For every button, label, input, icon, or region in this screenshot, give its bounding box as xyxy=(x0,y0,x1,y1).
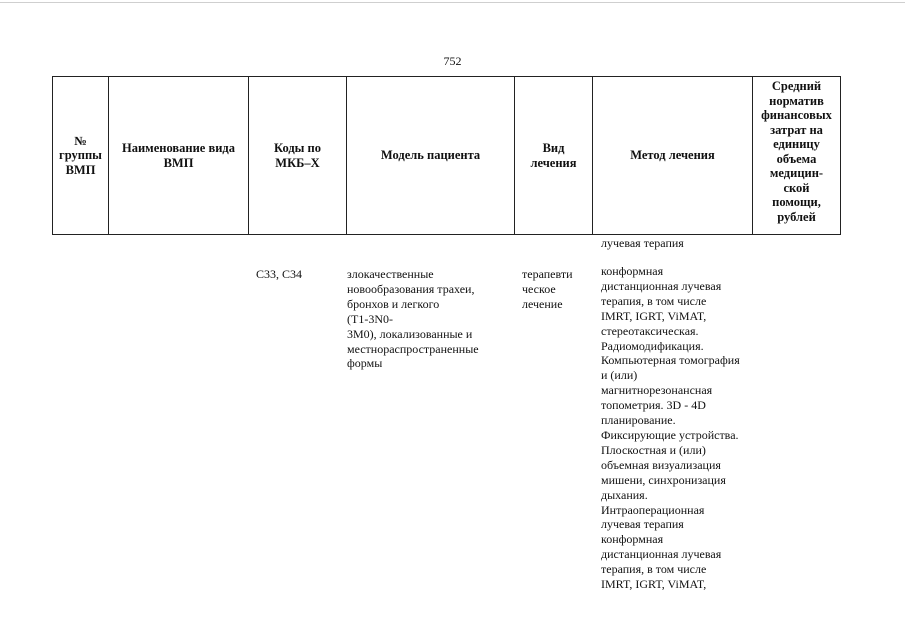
text-line: Модель пациента xyxy=(380,148,481,163)
text-line: стереотаксическая. xyxy=(601,323,699,338)
treatment-type-cell xyxy=(522,267,584,312)
text-line: конформная xyxy=(601,532,664,547)
text-line: помощи, xyxy=(772,195,821,209)
text-line: ВМП xyxy=(65,162,96,177)
text-line: магнитнорезонансная xyxy=(601,383,713,398)
text-line: медицин- xyxy=(769,166,824,180)
text-line: местнораспространенные xyxy=(347,341,479,356)
text-line: 3M0), локализованные и xyxy=(347,326,473,341)
text-line: Наименование вида xyxy=(122,141,235,155)
text-line: Фиксирующие устройства. xyxy=(601,427,739,442)
text-line: единицу xyxy=(773,137,820,151)
header-average-cost xyxy=(753,77,841,235)
method-carryover: лучевая терапия xyxy=(601,236,684,250)
text-line: дыхания. xyxy=(601,487,648,502)
text-line: злокачественные xyxy=(347,267,434,281)
text-line: (T1-3N0- xyxy=(347,311,393,326)
text-line: планирование. xyxy=(601,413,676,428)
text-line: лучевая терапия xyxy=(601,517,684,532)
text-line: ческое xyxy=(522,281,556,296)
text-line: объема xyxy=(776,151,817,166)
header-patient-model xyxy=(347,77,515,235)
text-line: терапевти xyxy=(522,267,573,281)
text-line: Радиомодификация. xyxy=(601,338,704,353)
header-group-number-text xyxy=(55,134,106,178)
header-treatment-method xyxy=(593,77,753,235)
header-icd-codes xyxy=(249,77,347,235)
text-line: Средний xyxy=(771,79,822,93)
text-line: IMRT, IGRT, ViMAT, xyxy=(601,577,707,592)
text-line: № xyxy=(74,133,87,148)
header-patient-model-text xyxy=(349,148,512,163)
header-treatment-method-text xyxy=(595,148,750,163)
text-line: ВМП xyxy=(163,155,194,170)
text-line: финансовых xyxy=(761,108,832,122)
header-vmp-name xyxy=(109,77,249,235)
text-line: группы xyxy=(59,148,102,163)
text-line: Коды по xyxy=(274,141,321,155)
text-line: затрат на xyxy=(770,122,823,137)
text-line: дистанционная лучевая xyxy=(601,278,722,293)
icd-codes-cell: C33, C34 xyxy=(256,267,303,281)
text-line: терапия, в том числе xyxy=(601,293,707,308)
text-line: ской xyxy=(783,180,810,195)
text-line: бронхов и легкого xyxy=(347,296,440,311)
scan-edge-line xyxy=(0,2,905,3)
header-average-cost-text xyxy=(755,79,838,224)
text-line: Компьютерная томография xyxy=(601,353,740,368)
text-line: IMRT, IGRT, ViMAT, xyxy=(601,308,707,323)
text-line: лечение xyxy=(522,296,563,311)
text-line: формы xyxy=(347,356,383,371)
text-line: топометрия. 3D - 4D xyxy=(601,398,706,413)
header-group-number xyxy=(53,77,109,235)
header-treatment-type xyxy=(515,77,593,235)
text-line: новообразования трахеи, xyxy=(347,281,475,296)
patient-model-cell xyxy=(347,267,497,371)
text-line: лечения xyxy=(530,155,577,170)
text-line: конформная xyxy=(601,264,664,278)
header-treatment-type-text xyxy=(517,141,590,170)
treatment-method-cell xyxy=(601,264,761,592)
text-line: Плоскостная и (или) xyxy=(601,442,706,457)
header-icd-codes-text xyxy=(251,141,344,170)
table-header xyxy=(52,76,841,235)
text-line: Интраоперационная xyxy=(601,502,705,517)
text-line: рублей xyxy=(777,209,816,224)
text-line: дистанционная лучевая xyxy=(601,547,722,562)
text-line: терапия, в том числе xyxy=(601,562,707,577)
text-line: мишени, синхронизация xyxy=(601,472,726,487)
text-line: Вид xyxy=(542,141,565,155)
header-vmp-name-text xyxy=(111,141,246,170)
text-line: объемная визуализация xyxy=(601,457,721,472)
page-number: 752 xyxy=(443,54,462,68)
text-line: Метод лечения xyxy=(630,148,715,163)
text-line: и (или) xyxy=(601,368,638,383)
text-line: норматив xyxy=(769,93,824,108)
header-row xyxy=(53,77,841,235)
text-line: МКБ–Х xyxy=(275,155,320,170)
